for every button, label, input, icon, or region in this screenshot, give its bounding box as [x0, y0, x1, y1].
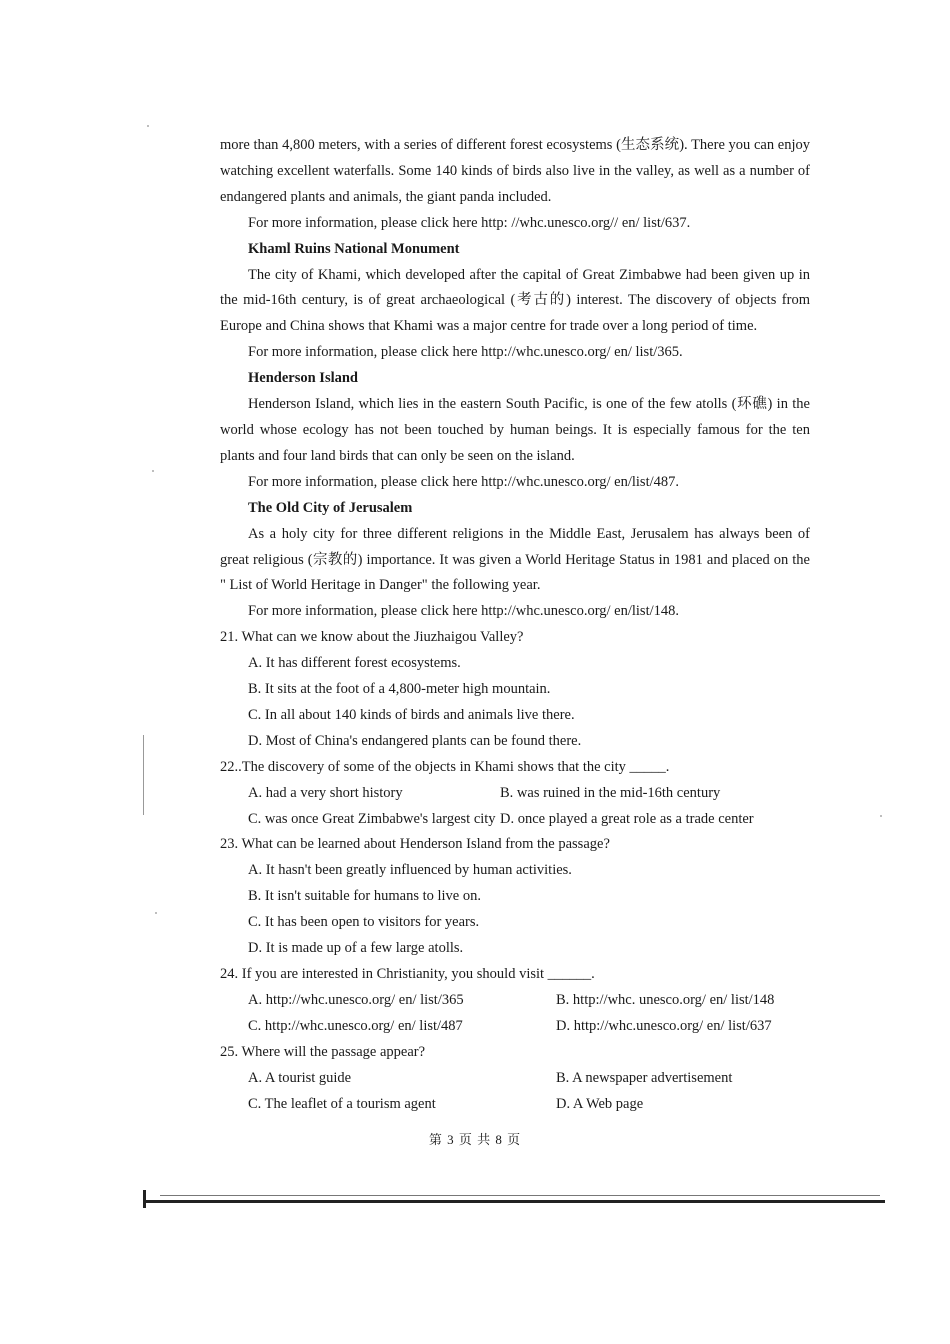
question-22-option-b: B. was ruined in the mid-16th century — [500, 784, 721, 801]
question-23-option-a: A. It hasn't been greatly influenced by human activities. — [248, 862, 572, 879]
question-23-option-d: D. It is made up of a few large atolls. — [248, 940, 464, 957]
henderson-paragraph: Henderson Island, which lies in the eastern South Pacific, is one of the few atolls (环礁) in the world whose ecology has not been touched by human beings. It is especially famous for the ten plants and four land birds that can only be seen on the island. — [220, 396, 810, 464]
question-24-stem: 24. If you are interested in Christianity, you should visit ______. — [220, 966, 595, 982]
question-25-options-row-2 — [220, 1092, 810, 1118]
question-25-option-a: A. A tourist guide — [248, 1069, 352, 1086]
jerusalem-paragraph: As a holy city for three different religions in the Middle East, Jerusalem has always been of great religious (宗教的) importance. It was given a World Heritage Status in 1981 and placed on the " List of World Heritage in Danger" the following year. — [220, 525, 810, 594]
scan-margin-mark — [143, 735, 144, 815]
khami-paragraph: The city of Khami, which developed after the capital of Great Zimbabwe had been given up in the mid-16th century, is of great archaeological (考古的) interest. The discovery of objects from Europe and China shows that Khami was a major centre for trade over a long period of time. — [220, 266, 810, 335]
question-21-stem: 21. What can we know about the Jiuzhaigou Valley? — [220, 629, 524, 646]
question-25-options-row-1 — [220, 1066, 810, 1092]
scan-speck — [147, 125, 149, 127]
question-22-option-a: A. had a very short history — [248, 784, 403, 801]
question-21-option-a: A. It has different forest ecosystems. — [248, 655, 461, 672]
question-22-option-d: D. once played a great role as a trade center — [500, 810, 754, 827]
question-24-option-b: B. http://whc. unesco.org/ en/ list/148 — [556, 991, 775, 1008]
question-21-option-b: B. It sits at the foot of a 4,800-meter high mountain. — [248, 681, 551, 698]
question-24-option-c: C. http://whc.unesco.org/ en/ list/487 — [248, 1017, 463, 1034]
question-23-option-c: C. It has been open to visitors for years. — [248, 914, 480, 931]
scan-speck — [880, 815, 882, 817]
question-22-options-row-1 — [220, 781, 810, 807]
question-21-option-c: C. In all about 140 kinds of birds and animals live there. — [248, 706, 575, 723]
reading-passage — [220, 133, 810, 1117]
jiuzhaigou-link: For more information, please click here http: //whc.unesco.org// en/ list/637. — [248, 214, 691, 231]
khami-heading: Khaml Ruins National Monument — [248, 240, 460, 257]
khami-link: For more information, please click here http://whc.unesco.org/ en/ list/365. — [248, 344, 683, 361]
bottom-thin-rule — [160, 1195, 880, 1196]
bottom-rule — [145, 1200, 885, 1203]
question-23-stem: 23. What can be learned about Henderson Island from the passage? — [220, 836, 610, 853]
question-24-options-row-2 — [220, 1014, 810, 1040]
question-23-option-b: B. It isn't suitable for humans to live on. — [248, 888, 481, 905]
scan-speck — [155, 912, 157, 914]
scan-speck — [152, 470, 154, 472]
question-24-option-a: A. http://whc.unesco.org/ en/ list/365 — [248, 991, 464, 1008]
jerusalem-link: For more information, please click here http://whc.unesco.org/ en/list/148. — [248, 603, 680, 620]
henderson-heading: Henderson Island — [248, 370, 358, 387]
question-25-option-d: D. A Web page — [556, 1095, 644, 1112]
question-25-option-c: C. The leaflet of a tourism agent — [248, 1095, 436, 1112]
question-21-option-d: D. Most of China's endangered plants can be found there. — [248, 732, 582, 749]
jerusalem-heading: The Old City of Jerusalem — [248, 499, 413, 516]
question-22-option-c: C. was once Great Zimbabwe's largest city — [248, 810, 496, 827]
question-24-options-row-1 — [220, 988, 810, 1014]
question-22-stem: 22..The discovery of some of the objects in Khami shows that the city _____. — [220, 758, 670, 775]
henderson-link: For more information, please click here http://whc.unesco.org/ en/list/487. — [248, 473, 680, 490]
question-25-stem: 25. Where will the passage appear? — [220, 1043, 426, 1060]
page-number: 第 3 页 共 8 页 — [428, 1132, 522, 1147]
question-22-options-row-2 — [220, 807, 810, 833]
question-24-option-d: D. http://whc.unesco.org/ en/ list/637 — [556, 1017, 772, 1034]
jiuzhaigou-paragraph-end: more than 4,800 meters, with a series of different forest ecosystems (生态系统). There you can enjoy watching excellent waterfalls. Some 140 kinds of birds also live in the valley, as well as a number of endangered plants and animals, the giant panda included. — [220, 137, 810, 205]
crop-mark — [143, 1190, 146, 1208]
question-25-option-b: B. A newspaper advertisement — [556, 1069, 733, 1086]
